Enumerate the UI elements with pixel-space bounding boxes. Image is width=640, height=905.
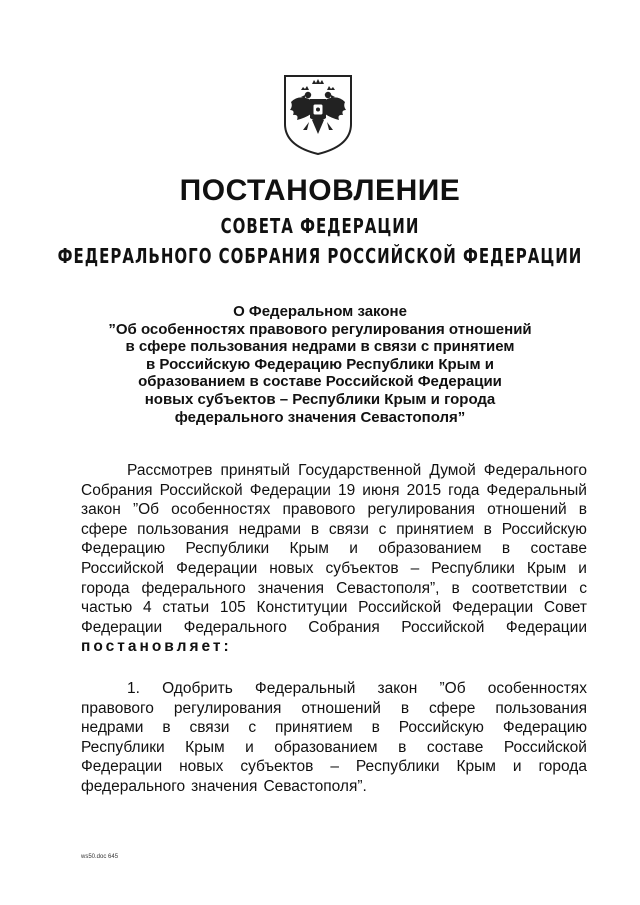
word: Российской <box>401 618 485 636</box>
text-line <box>81 481 587 501</box>
text-line <box>81 777 587 797</box>
word: образованием <box>274 738 378 756</box>
text-line <box>81 579 587 599</box>
word: принятием <box>396 520 474 538</box>
word: субъектов <box>240 758 314 776</box>
word: связи <box>328 520 369 538</box>
double-headed-eagle-icon <box>281 72 355 156</box>
text-line <box>81 500 587 520</box>
word: закон <box>81 501 121 519</box>
text-line <box>81 539 587 559</box>
text-line <box>81 679 587 699</box>
word: образованием <box>378 540 482 558</box>
word: с <box>378 520 387 538</box>
issuer-line-2: ФЕДЕРАЛЬНОГО СОБРАНИЯ РОССИЙСКОЙ ФЕДЕРАЦИИ <box>57 244 583 269</box>
word: с <box>579 579 587 597</box>
word: частью <box>81 599 133 617</box>
decree-word: постановляет: <box>81 638 232 656</box>
word: 2015 <box>406 481 442 499</box>
document-code: ws50.doc 645 <box>81 854 119 860</box>
word: с <box>248 719 257 737</box>
word: правового <box>81 699 154 717</box>
word: Федеральный <box>486 481 587 499</box>
word: в <box>400 699 410 717</box>
word: соответствии <box>471 579 568 597</box>
word: Собрания <box>81 481 153 499</box>
word: значения <box>191 777 258 795</box>
word: Крым <box>289 540 329 558</box>
word: Федерации <box>81 758 163 776</box>
word: Федеральный <box>254 680 356 697</box>
word: и <box>512 758 522 776</box>
word: Севастополя”. <box>263 777 367 795</box>
word: Российскую <box>501 520 587 538</box>
word: правового <box>282 501 356 519</box>
word: закон <box>377 680 418 697</box>
word: принятый <box>220 462 291 479</box>
resolution-item-1 <box>81 679 587 797</box>
word: Крым <box>456 758 496 776</box>
text-line <box>81 757 587 777</box>
word: Собрания <box>308 618 380 636</box>
word: составе <box>426 738 484 756</box>
word: федерального <box>81 777 186 795</box>
document-subject <box>90 303 550 426</box>
word: сфере <box>429 699 476 717</box>
word: – <box>410 559 420 577</box>
word: Федерального <box>483 462 587 479</box>
subject-line: образованием в составе Российской Федерации <box>138 373 502 391</box>
word: Федерального <box>183 618 287 636</box>
word: отношений <box>487 501 567 519</box>
word: новых <box>269 559 314 577</box>
word: города <box>538 758 587 776</box>
word: в <box>578 501 587 519</box>
subject-line: новых субъектов – Республики Крым и города <box>144 390 496 408</box>
word: 105 <box>219 599 246 617</box>
word: Российской <box>358 599 442 617</box>
word: недрами <box>81 719 144 737</box>
word: Российской <box>81 559 165 577</box>
word: сфере <box>81 520 128 538</box>
text-line <box>81 718 587 738</box>
word: Федерации <box>249 481 331 499</box>
word: ”Об <box>439 680 466 697</box>
word: регулирования <box>173 699 282 717</box>
word: – <box>330 758 339 776</box>
word: Республики <box>185 540 270 558</box>
word: в <box>398 738 407 756</box>
subject-line: федерального значения Севастополя” <box>174 408 466 426</box>
word: 1. <box>127 680 140 697</box>
word: в <box>371 719 380 737</box>
word: Совет <box>543 599 587 617</box>
text-line <box>81 461 587 481</box>
text-line <box>81 559 587 579</box>
word: Российской <box>159 481 243 499</box>
word: федерального <box>141 579 246 597</box>
word: Государственной <box>298 462 422 479</box>
word: Федерацию <box>81 540 166 558</box>
word: в <box>310 520 320 538</box>
word: составе <box>530 540 587 558</box>
word: Одобрить <box>162 680 233 697</box>
word: Республики <box>355 758 440 776</box>
word: и <box>349 540 358 558</box>
word: Рассмотрев <box>127 462 213 479</box>
word: Федерации <box>505 618 587 636</box>
word: Крым <box>526 559 567 577</box>
text-line <box>81 520 587 540</box>
subject-line: О Федеральном законе <box>233 303 407 320</box>
text-line <box>81 598 587 618</box>
word: ”Об <box>132 501 160 519</box>
text-line <box>81 699 587 719</box>
subject-line: в сфере пользования недрами в связи с принятием <box>125 338 515 356</box>
word: связи <box>189 719 230 737</box>
word: субъектов <box>325 559 399 577</box>
word: Федерации <box>81 618 163 636</box>
word: принятием <box>275 719 353 737</box>
word: Российскую <box>398 719 484 737</box>
word: в <box>501 540 511 558</box>
word: в <box>483 520 492 538</box>
word: новых <box>179 758 224 776</box>
text-line <box>81 637 587 657</box>
word: и <box>578 559 587 577</box>
word: Федерации <box>176 559 258 577</box>
word: Республики <box>431 559 515 577</box>
word: особенностях <box>487 680 587 697</box>
word: отношений <box>301 699 381 717</box>
word: Федерацию <box>502 719 587 737</box>
word: пользования <box>137 520 229 538</box>
word: пользования <box>495 699 587 717</box>
preamble-paragraph <box>81 461 587 657</box>
word: города <box>81 579 130 597</box>
document-title: ПОСТАНОВЛЕНИЕ <box>179 174 461 207</box>
text-line <box>81 618 587 638</box>
word: в <box>162 719 171 737</box>
word: Федерации <box>451 599 534 617</box>
word: в <box>451 579 460 597</box>
word: Крым <box>185 738 225 756</box>
word: года <box>448 481 480 499</box>
word: 4 <box>142 599 152 617</box>
word: июня <box>362 481 400 499</box>
word: регулирования <box>367 501 476 519</box>
word: 19 <box>337 481 356 499</box>
word: Республики <box>81 738 165 756</box>
subject-line: в Российскую Федерацию Республики Крым и <box>146 355 494 373</box>
issuer-line-1: СОВЕТА ФЕДЕРАЦИИ <box>220 214 420 239</box>
word: недрами <box>238 520 302 538</box>
word: Севастополя”, <box>336 579 440 597</box>
word: Думой <box>429 462 476 479</box>
word: и <box>245 738 254 756</box>
text-line <box>81 738 587 758</box>
word: значения <box>257 579 325 597</box>
word: Конституции <box>256 599 348 617</box>
word: особенностях <box>171 501 271 519</box>
subject-line: ”Об особенностях правового регулирования отношений <box>108 320 532 338</box>
word: Российской <box>503 738 587 756</box>
word: статьи <box>162 599 210 617</box>
